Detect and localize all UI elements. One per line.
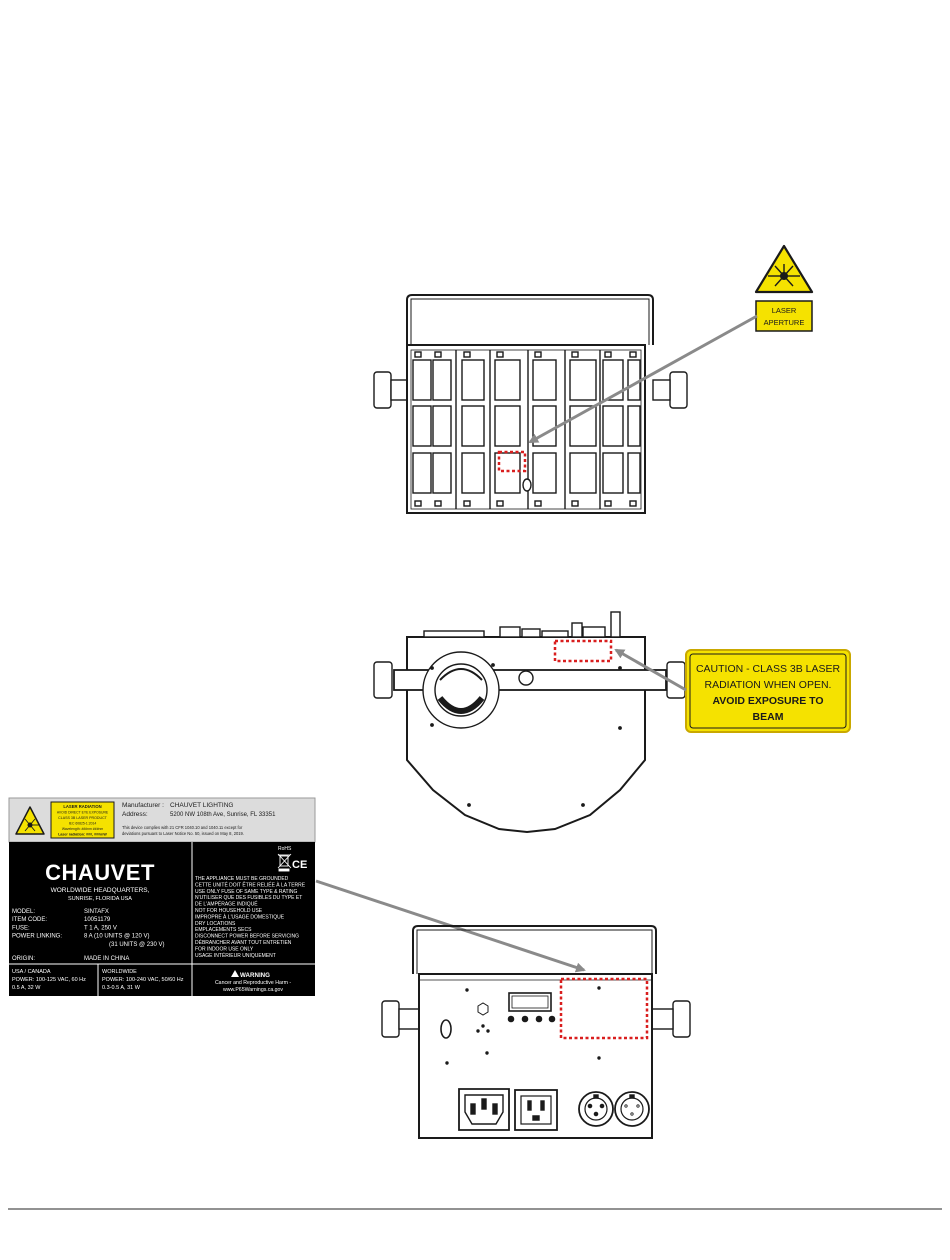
plate-spec-value: SINTAFX <box>84 909 109 915</box>
plate-spec-key: FUSE: <box>12 925 30 932</box>
dmx-output-connector[interactable] <box>615 1092 649 1126</box>
plate-warning-line: DRY LOCATIONS <box>195 920 236 927</box>
plate-manufacturer-value: CHAUVET LIGHTING <box>170 802 234 809</box>
power-output-socket[interactable] <box>515 1090 557 1130</box>
plate-warning-line: USAGE INTÉRIEUR UNIQUEMENT <box>195 952 276 959</box>
plate-spec-key: MODEL: <box>12 909 36 915</box>
plate-spec-value: 8 A (10 UNITS @ 120 V) <box>84 933 150 940</box>
plate-ce-mark: CE <box>292 859 308 871</box>
plate-warning-line: EMPLACEMENTS SECS <box>195 927 252 934</box>
plate-laser-line3: CLASS 3B LASER PRODUCT <box>58 816 107 820</box>
menu-button[interactable] <box>508 1016 513 1021</box>
plate-rohs-mark: RoHS <box>278 846 292 852</box>
plate-hq-line1: WORLDWIDE HEADQUARTERS, <box>50 887 150 894</box>
plate-logo: CHAUVET <box>45 860 155 885</box>
plate-manufacturer-key: Manufacturer : <box>122 802 164 809</box>
plate-warning-line: DE L'AMPÉRAGE INDIQUÉ <box>195 901 258 908</box>
up-button[interactable] <box>522 1016 527 1021</box>
plate-warning-line: CETTE UNITÉ DOIT ÊTRE RELIÉE À LA TERRE <box>195 882 306 889</box>
plate-laser-line5: Wavelength: ###nm ###nm <box>61 827 104 831</box>
aperture-label-line1: LASER <box>771 306 797 315</box>
aperture-label-line2: APERTURE <box>763 318 805 327</box>
caution-label <box>686 650 850 732</box>
rear-left-knob <box>382 1001 399 1037</box>
plate-hq-line2: SUNRISE, FLORIDA USA <box>68 896 132 902</box>
plate-spec-value: MADE IN CHINA <box>84 956 130 962</box>
plate-warning-line: DÉBRANCHER AVANT TOUT ENTRETIEN <box>195 940 292 946</box>
caution-line3: AVOID EXPOSURE TO <box>712 695 824 707</box>
left-knob <box>374 372 391 408</box>
caution-line1: CAUTION - CLASS 3B LASER <box>695 663 841 675</box>
plate-warning-line2: www.P65Warnings.ca.gov <box>222 987 284 993</box>
caution-line4: BEAM <box>752 711 784 723</box>
plate-spec-value: (31 UNITS @ 230 V) <box>109 941 165 948</box>
fixture-rear-view <box>382 926 690 1138</box>
plate-laser-line1: LASER RADIATION <box>63 804 102 809</box>
plate-laser-line4: IEC 60825-1:2014 <box>68 821 97 826</box>
plate-spec-key: ITEM CODE: <box>12 917 48 924</box>
rear-right-knob <box>673 1001 690 1037</box>
plate-warning-line: FOR INDOOR USE ONLY <box>195 946 254 953</box>
plate-spec-key: POWER LINKING: <box>12 933 63 940</box>
caution-line2: RADIATION WHEN OPEN. <box>704 679 832 691</box>
plate-spec-value: T 1 A, 250 V <box>84 925 117 932</box>
id-plate <box>9 798 315 996</box>
power-input-socket[interactable] <box>459 1089 509 1130</box>
plate-warning-line: N'UTILISER QUE DES FUSIBLES DU TYPE ET <box>195 895 303 902</box>
laser-warning-triangle-icon <box>756 246 812 292</box>
plate-spec-key: ORIGIN: <box>12 956 36 962</box>
down-button[interactable] <box>536 1016 541 1021</box>
plate-warning-line: IMPROPRE À L'USAGE DOMESTIQUE <box>195 914 285 921</box>
plate-compliance-line1: This device complies with 21 CFR 1040.10 and 1040.11 except for <box>122 825 243 830</box>
laser-aperture-label <box>756 301 812 331</box>
plate-compliance-line2: deviations pursuant to Laser Notice No. 50, issued on May 8, 2019. <box>122 831 244 836</box>
plate-power-usa-line2: POWER: 100-125 VAC, 60 Hz <box>12 977 86 983</box>
plate-power-usa-line1: USA / CANADA <box>12 969 51 975</box>
plate-laser-line6: Laser radiation: ###, ###mW <box>58 832 107 837</box>
plate-warning-line: USE ONLY FUSE OF SAME TYPE & RATING <box>195 888 298 895</box>
plate-power-ww-line2: POWER: 100-240 VAC, 50/60 Hz <box>102 977 184 983</box>
fixture-front-view <box>374 295 687 513</box>
plate-warning-line: THE APPLIANCE MUST BE GROUNDED <box>195 876 289 882</box>
enter-button[interactable] <box>549 1016 554 1021</box>
plate-spec-value: 10051179 <box>84 917 111 924</box>
top-left-knob <box>374 662 392 698</box>
fuse-holder[interactable] <box>441 1020 451 1038</box>
right-knob <box>670 372 687 408</box>
plate-warning-line: DISCONNECT POWER BEFORE SERVICING <box>195 933 299 940</box>
plate-warning-title: WARNING <box>240 972 270 979</box>
plate-address-key: Address: <box>122 811 148 818</box>
dmx-input-connector[interactable] <box>579 1092 613 1126</box>
fixture-top-view <box>374 612 685 832</box>
plate-warning-line: NOT FOR HOUSEHOLD USE <box>195 908 263 914</box>
plate-power-usa-line3: 0.5 A, 32 W <box>12 985 41 991</box>
plate-power-ww-line1: WORLDWIDE <box>102 969 137 975</box>
plate-address-value: 5200 NW 108th Ave, Sunrise, FL 33351 <box>170 812 276 818</box>
plate-laser-line2: AVOID DIRECT EYE EXPOSURE <box>56 810 109 815</box>
plate-power-ww-line3: 0.3-0.5 A, 31 W <box>102 985 140 991</box>
plate-warning-line1: Cancer and Reproductive Harm - <box>214 980 292 986</box>
